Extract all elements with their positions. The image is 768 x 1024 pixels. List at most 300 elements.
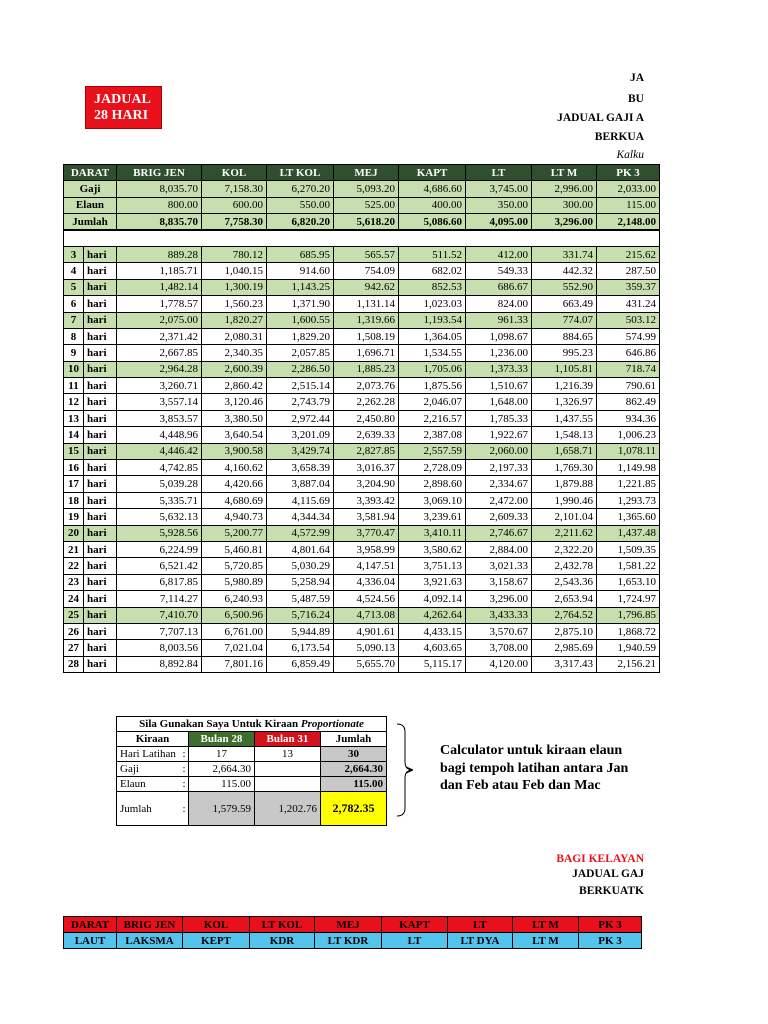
table-cell: 1,778.57 xyxy=(117,296,202,312)
table-cell: 2,286.50 xyxy=(267,361,334,377)
table-cell: 1,696.71 xyxy=(334,345,399,361)
day-unit: hari xyxy=(84,623,117,639)
table-cell: 1,326.97 xyxy=(532,394,597,410)
calc-empty-cell xyxy=(255,777,321,792)
table-cell: 1,293.73 xyxy=(597,492,660,508)
rank-cell: PK 3 xyxy=(579,933,642,949)
table-cell: 511.52 xyxy=(399,246,466,262)
table-cell: 1,236.00 xyxy=(466,345,532,361)
table-cell: 2,080.31 xyxy=(202,328,267,344)
table-cell: 3,557.14 xyxy=(117,394,202,410)
day-unit: hari xyxy=(84,312,117,328)
table-cell: 2,432.78 xyxy=(532,558,597,574)
table-cell: 2,600.39 xyxy=(202,361,267,377)
table-cell: 7,410.70 xyxy=(117,607,202,623)
day-number: 5 xyxy=(64,279,84,295)
table-cell: 2,609.33 xyxy=(466,509,532,525)
table-cell: 3,958.99 xyxy=(334,541,399,557)
table-cell: 1,829.20 xyxy=(267,328,334,344)
day-number: 24 xyxy=(64,591,84,607)
table-cell: 6,224.99 xyxy=(117,541,202,557)
table-cell: 1,548.13 xyxy=(532,427,597,443)
calc-row-sep: : xyxy=(183,777,189,792)
table-cell: 1,078.11 xyxy=(597,443,660,459)
day-unit: hari xyxy=(84,541,117,557)
table-cell: 718.74 xyxy=(597,361,660,377)
table-cell: 2,639.33 xyxy=(334,427,399,443)
table-header-row xyxy=(64,165,660,181)
footer-red-line: BAGI KELAYAN xyxy=(556,853,644,865)
rank-cell: LT M xyxy=(513,933,579,949)
table-cell: 3,921.63 xyxy=(399,574,466,590)
table-cell: 3,296.00 xyxy=(532,214,597,230)
table-cell: 8,003.56 xyxy=(117,640,202,656)
calc-row-sep: : xyxy=(183,792,189,826)
day-number: 17 xyxy=(64,476,84,492)
day-number: 20 xyxy=(64,525,84,541)
table-cell: 4,420.66 xyxy=(202,476,267,492)
table-cell: 5,655.70 xyxy=(334,656,399,672)
summary-row xyxy=(64,197,660,213)
table-cell: 1,820.27 xyxy=(202,312,267,328)
table-cell: 1,769.30 xyxy=(532,460,597,476)
table-cell: 2,322.20 xyxy=(532,541,597,557)
day-unit: hari xyxy=(84,378,117,394)
table-cell: 359.37 xyxy=(597,279,660,295)
table-cell: 1,023.03 xyxy=(399,296,466,312)
table-cell: 914.60 xyxy=(267,263,334,279)
table-cell: 6,500.96 xyxy=(202,607,267,623)
table-cell: 331.74 xyxy=(532,246,597,262)
brace-icon xyxy=(395,722,415,818)
table-cell: 3,204.90 xyxy=(334,476,399,492)
table-cell: 1,885.23 xyxy=(334,361,399,377)
table-cell: 1,879.88 xyxy=(532,476,597,492)
table-cell: 7,758.30 xyxy=(202,214,267,230)
table-cell: 1,216.39 xyxy=(532,378,597,394)
table-cell: 3,429.74 xyxy=(267,443,334,459)
proportionate-calculator xyxy=(116,716,387,826)
rank-cell: LT KOL xyxy=(250,917,315,933)
table-cell: 5,039.28 xyxy=(117,476,202,492)
table-cell: 4,742.85 xyxy=(117,460,202,476)
calc-input-b28-days[interactable]: 17 xyxy=(189,747,255,762)
day-unit: hari xyxy=(84,410,117,426)
table-cell: 1,785.33 xyxy=(466,410,532,426)
table-cell: 4,680.69 xyxy=(202,492,267,508)
table-cell: 3,853.57 xyxy=(117,410,202,426)
day-row xyxy=(64,607,660,623)
column-header: KAPT xyxy=(399,165,466,181)
table-cell: 4,448.96 xyxy=(117,427,202,443)
table-cell: 1,508.19 xyxy=(334,328,399,344)
table-cell: 4,686.60 xyxy=(399,181,466,197)
day-row xyxy=(64,525,660,541)
table-cell: 4,572.99 xyxy=(267,525,334,541)
table-cell: 1,653.10 xyxy=(597,574,660,590)
table-cell: 1,940.59 xyxy=(597,640,660,656)
day-number: 9 xyxy=(64,345,84,361)
day-row xyxy=(64,460,660,476)
table-cell: 552.90 xyxy=(532,279,597,295)
table-cell: 2,728.09 xyxy=(399,460,466,476)
summary-row-label: Elaun xyxy=(64,197,117,213)
table-cell: 6,817.85 xyxy=(117,574,202,590)
table-cell: 574.99 xyxy=(597,328,660,344)
table-cell: 3,580.62 xyxy=(399,541,466,557)
table-cell: 4,603.65 xyxy=(399,640,466,656)
column-header: BRIG JEN xyxy=(117,165,202,181)
calc-jumlah-b28: 1,579.59 xyxy=(189,792,255,826)
table-cell: 4,801.64 xyxy=(267,541,334,557)
day-unit: hari xyxy=(84,460,117,476)
footer-line-3: BERKUATK xyxy=(579,885,644,897)
table-cell: 4,940.73 xyxy=(202,509,267,525)
rank-cell: LT DYA xyxy=(448,933,513,949)
table-cell: 2,075.00 xyxy=(117,312,202,328)
rank-cell: LAUT xyxy=(64,933,117,949)
day-row xyxy=(64,394,660,410)
table-cell: 754.09 xyxy=(334,263,399,279)
calc-grand-total: 2,782.35 xyxy=(321,792,387,826)
table-cell: 300.00 xyxy=(532,197,597,213)
rank-cell: KOL xyxy=(183,917,250,933)
table-cell: 5,720.85 xyxy=(202,558,267,574)
table-cell: 8,835.70 xyxy=(117,214,202,230)
day-row xyxy=(64,328,660,344)
table-cell: 5,980.89 xyxy=(202,574,267,590)
footer-line-2: JADUAL GAJ xyxy=(572,868,644,880)
table-cell: 5,632.13 xyxy=(117,509,202,525)
table-cell: 1,510.67 xyxy=(466,378,532,394)
table-cell: 3,900.58 xyxy=(202,443,267,459)
day-number: 25 xyxy=(64,607,84,623)
calculator-caption: Sila Gunakan Saya Untuk Kiraan Proportionate xyxy=(117,717,387,732)
day-number: 28 xyxy=(64,656,84,672)
day-row xyxy=(64,246,660,262)
day-unit: hari xyxy=(84,246,117,262)
day-unit: hari xyxy=(84,591,117,607)
calc-header-jumlah: Jumlah xyxy=(321,732,387,747)
table-cell: 5,030.29 xyxy=(267,558,334,574)
table-cell: 1,300.19 xyxy=(202,279,267,295)
rank-cell: LT xyxy=(382,933,448,949)
title-line-2: 28 HARI xyxy=(94,108,149,123)
table-cell: 5,115.17 xyxy=(399,656,466,672)
table-cell: 2,073.76 xyxy=(334,378,399,394)
table-cell: 1,149.98 xyxy=(597,460,660,476)
table-cell: 4,344.34 xyxy=(267,509,334,525)
calc-input-gaji[interactable]: 2,664.30 xyxy=(189,762,255,777)
day-unit: hari xyxy=(84,427,117,443)
table-cell: 682.02 xyxy=(399,263,466,279)
column-header: KOL xyxy=(202,165,267,181)
table-cell: 2,046.07 xyxy=(399,394,466,410)
rank-cell: DARAT xyxy=(64,917,117,933)
table-cell: 4,446.42 xyxy=(117,443,202,459)
table-cell: 1,482.14 xyxy=(117,279,202,295)
day-number: 26 xyxy=(64,623,84,639)
header-line-1: JA xyxy=(629,72,644,84)
table-cell: 6,859.49 xyxy=(267,656,334,672)
day-unit: hari xyxy=(84,492,117,508)
table-cell: 2,543.36 xyxy=(532,574,597,590)
table-cell: 2,156.21 xyxy=(597,656,660,672)
column-header: LT xyxy=(466,165,532,181)
day-unit: hari xyxy=(84,640,117,656)
table-cell: 4,160.62 xyxy=(202,460,267,476)
table-cell: 3,751.13 xyxy=(399,558,466,574)
table-cell: 2,033.00 xyxy=(597,181,660,197)
table-cell: 412.00 xyxy=(466,246,532,262)
table-cell: 780.12 xyxy=(202,246,267,262)
day-row xyxy=(64,558,660,574)
table-cell: 3,581.94 xyxy=(334,509,399,525)
table-cell: 287.50 xyxy=(597,263,660,279)
table-cell: 5,618.20 xyxy=(334,214,399,230)
table-cell: 2,827.85 xyxy=(334,443,399,459)
day-row xyxy=(64,263,660,279)
table-cell: 7,114.27 xyxy=(117,591,202,607)
table-cell: 3,260.71 xyxy=(117,378,202,394)
day-row xyxy=(64,574,660,590)
table-cell: 2,515.14 xyxy=(267,378,334,394)
table-cell: 1,796.85 xyxy=(597,607,660,623)
day-row xyxy=(64,509,660,525)
day-number: 12 xyxy=(64,394,84,410)
table-cell: 5,928.56 xyxy=(117,525,202,541)
table-cell: 1,648.00 xyxy=(466,394,532,410)
day-number: 22 xyxy=(64,558,84,574)
table-cell: 550.00 xyxy=(267,197,334,213)
header-line-3: JADUAL GAJI A xyxy=(557,112,644,124)
table-cell: 4,120.00 xyxy=(466,656,532,672)
calc-header-kiraan: Kiraan xyxy=(117,732,189,747)
column-header: MEJ xyxy=(334,165,399,181)
table-cell: 2,667.85 xyxy=(117,345,202,361)
table-cell: 5,335.71 xyxy=(117,492,202,508)
table-cell: 884.65 xyxy=(532,328,597,344)
table-cell: 8,035.70 xyxy=(117,181,202,197)
table-cell: 1,105.81 xyxy=(532,361,597,377)
rank-cell: LT xyxy=(448,917,513,933)
table-cell: 2,387.08 xyxy=(399,427,466,443)
rank-cell: MEJ xyxy=(315,917,382,933)
table-cell: 1,371.90 xyxy=(267,296,334,312)
day-row xyxy=(64,591,660,607)
calc-input-elaun[interactable]: 115.00 xyxy=(189,777,255,792)
day-number: 21 xyxy=(64,541,84,557)
table-cell: 2,148.00 xyxy=(597,214,660,230)
table-cell: 3,317.43 xyxy=(532,656,597,672)
table-cell: 4,147.51 xyxy=(334,558,399,574)
header-line-2: BU xyxy=(628,93,644,105)
table-cell: 565.57 xyxy=(334,246,399,262)
day-unit: hari xyxy=(84,525,117,541)
rank-cell: BRIG JEN xyxy=(117,917,183,933)
table-cell: 6,240.93 xyxy=(202,591,267,607)
table-cell: 1,364.05 xyxy=(399,328,466,344)
day-unit: hari xyxy=(84,279,117,295)
table-cell: 5,716.24 xyxy=(267,607,334,623)
table-cell: 2,875.10 xyxy=(532,623,597,639)
table-cell: 824.00 xyxy=(466,296,532,312)
day-number: 23 xyxy=(64,574,84,590)
table-cell: 2,101.04 xyxy=(532,509,597,525)
day-row xyxy=(64,427,660,443)
calc-empty-cell xyxy=(255,762,321,777)
calc-header-bulan-28: Bulan 28 xyxy=(189,732,255,747)
day-number: 19 xyxy=(64,509,84,525)
day-row xyxy=(64,623,660,639)
table-cell: 3,069.10 xyxy=(399,492,466,508)
table-cell: 7,801.16 xyxy=(202,656,267,672)
header-line-4: BERKUA xyxy=(594,131,644,143)
day-unit: hari xyxy=(84,345,117,361)
calc-total-days: 30 xyxy=(321,747,387,762)
table-cell: 1,437.48 xyxy=(597,525,660,541)
table-cell: 1,922.67 xyxy=(466,427,532,443)
table-cell: 2,557.59 xyxy=(399,443,466,459)
calc-total-gaji: 2,664.30 xyxy=(321,762,387,777)
day-number: 6 xyxy=(64,296,84,312)
table-cell: 1,131.14 xyxy=(334,296,399,312)
table-cell: 2,972.44 xyxy=(267,410,334,426)
day-row xyxy=(64,345,660,361)
table-cell: 1,560.23 xyxy=(202,296,267,312)
day-unit: hari xyxy=(84,558,117,574)
table-cell: 8,892.84 xyxy=(117,656,202,672)
table-cell: 889.28 xyxy=(117,246,202,262)
rank-cell: PK 3 xyxy=(579,917,642,933)
table-cell: 1,990.46 xyxy=(532,492,597,508)
day-unit: hari xyxy=(84,263,117,279)
table-cell: 3,770.47 xyxy=(334,525,399,541)
title-line-1: JADUAL xyxy=(94,92,151,107)
table-cell: 2,371.42 xyxy=(117,328,202,344)
table-cell: 1,006.23 xyxy=(597,427,660,443)
table-cell: 1,581.22 xyxy=(597,558,660,574)
table-cell: 3,433.33 xyxy=(466,607,532,623)
table-cell: 2,743.79 xyxy=(267,394,334,410)
table-cell: 995.23 xyxy=(532,345,597,361)
rank-row xyxy=(64,917,642,933)
table-cell: 1,658.71 xyxy=(532,443,597,459)
day-unit: hari xyxy=(84,296,117,312)
title-box xyxy=(85,86,162,129)
table-cell: 686.67 xyxy=(466,279,532,295)
table-cell: 5,093.20 xyxy=(334,181,399,197)
table-cell: 7,158.30 xyxy=(202,181,267,197)
table-cell: 4,713.08 xyxy=(334,607,399,623)
day-row xyxy=(64,476,660,492)
table-cell: 2,334.67 xyxy=(466,476,532,492)
rank-cell: LT KDR xyxy=(315,933,382,949)
table-cell: 350.00 xyxy=(466,197,532,213)
table-cell: 2,653.94 xyxy=(532,591,597,607)
table-cell: 3,640.54 xyxy=(202,427,267,443)
column-header: LT KOL xyxy=(267,165,334,181)
rank-cell: KAPT xyxy=(382,917,448,933)
table-cell: 1,705.06 xyxy=(399,361,466,377)
table-cell: 115.00 xyxy=(597,197,660,213)
table-cell: 934.36 xyxy=(597,410,660,426)
table-cell: 5,944.89 xyxy=(267,623,334,639)
day-number: 8 xyxy=(64,328,84,344)
table-cell: 4,092.14 xyxy=(399,591,466,607)
table-cell: 2,340.35 xyxy=(202,345,267,361)
table-cell: 7,707.13 xyxy=(117,623,202,639)
day-number: 13 xyxy=(64,410,84,426)
table-cell: 2,450.80 xyxy=(334,410,399,426)
rank-cell: KEPT xyxy=(183,933,250,949)
table-cell: 1,143.25 xyxy=(267,279,334,295)
table-cell: 1,193.54 xyxy=(399,312,466,328)
day-unit: hari xyxy=(84,443,117,459)
day-number: 27 xyxy=(64,640,84,656)
rank-cell: LAKSMA xyxy=(117,933,183,949)
table-cell: 1,365.60 xyxy=(597,509,660,525)
table-cell: 6,761.00 xyxy=(202,623,267,639)
table-cell: 4,901.61 xyxy=(334,623,399,639)
day-number: 10 xyxy=(64,361,84,377)
table-cell: 663.49 xyxy=(532,296,597,312)
table-cell: 1,221.85 xyxy=(597,476,660,492)
table-cell: 549.33 xyxy=(466,263,532,279)
table-cell: 215.62 xyxy=(597,246,660,262)
table-cell: 942.62 xyxy=(334,279,399,295)
table-cell: 1,875.56 xyxy=(399,378,466,394)
table-cell: 442.32 xyxy=(532,263,597,279)
day-number: 15 xyxy=(64,443,84,459)
day-unit: hari xyxy=(84,476,117,492)
calc-row-sep: : xyxy=(183,747,189,762)
table-cell: 7,021.04 xyxy=(202,640,267,656)
calc-input-b31-days[interactable]: 13 xyxy=(255,747,321,762)
table-cell: 2,898.60 xyxy=(399,476,466,492)
day-unit: hari xyxy=(84,509,117,525)
table-cell: 2,211.62 xyxy=(532,525,597,541)
day-row xyxy=(64,312,660,328)
table-cell: 2,746.67 xyxy=(466,525,532,541)
table-cell: 3,887.04 xyxy=(267,476,334,492)
table-cell: 3,120.46 xyxy=(202,394,267,410)
table-cell: 862.49 xyxy=(597,394,660,410)
calc-row-label: Hari Latihan xyxy=(117,747,183,762)
day-number: 14 xyxy=(64,427,84,443)
rank-row xyxy=(64,933,642,949)
table-cell: 1,098.67 xyxy=(466,328,532,344)
calc-row-label: Elaun xyxy=(117,777,183,792)
table-cell: 6,521.42 xyxy=(117,558,202,574)
table-cell: 2,884.00 xyxy=(466,541,532,557)
table-cell: 1,724.97 xyxy=(597,591,660,607)
summary-row xyxy=(64,214,660,230)
calc-row-sep: : xyxy=(183,762,189,777)
table-cell: 6,270.20 xyxy=(267,181,334,197)
table-cell: 790.61 xyxy=(597,378,660,394)
day-row xyxy=(64,296,660,312)
table-cell: 1,319.66 xyxy=(334,312,399,328)
calc-row-label: Jumlah xyxy=(117,792,183,826)
table-cell: 774.07 xyxy=(532,312,597,328)
day-row xyxy=(64,279,660,295)
table-cell: 1,437.55 xyxy=(532,410,597,426)
table-cell: 4,433.15 xyxy=(399,623,466,639)
header-line-italic: Kalku xyxy=(616,149,644,161)
table-cell: 4,115.69 xyxy=(267,492,334,508)
table-cell: 2,860.42 xyxy=(202,378,267,394)
